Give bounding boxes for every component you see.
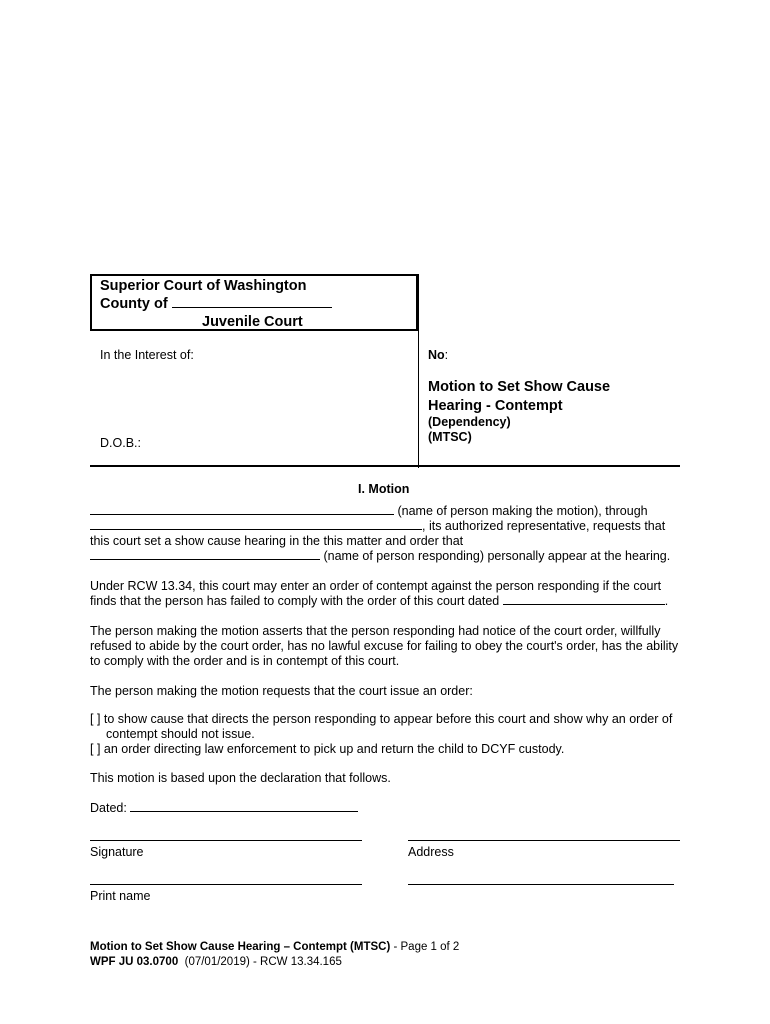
dated-label: Dated: [90,801,127,815]
p3-line1: The person making the motion asserts that the person responding had notice of the court order, willfully [90,624,661,638]
signature-line[interactable] [90,840,362,841]
doc-subtitle-mtsc: (MTSC) [428,430,472,444]
doc-title-line2: Hearing - Contempt [428,398,563,414]
p2-line2-text: finds that the person has failed to comply with the order of this court dated [90,594,500,608]
doc-subtitle-dependency: (Dependency) [428,415,511,429]
order-date-field[interactable] [503,604,665,605]
option-pickup[interactable]: [ ] an order directing law enforcement to pick up and return the child to DCYF custody. [90,742,565,756]
interest-label: In the Interest of: [100,348,194,362]
p1-line1-text: (name of person making the motion), through [397,504,648,518]
p1-line1 [90,504,690,519]
caption-bottom-rule [90,465,680,467]
footer-form-number: WPF JU 03.0700 [90,956,179,968]
option-show-cause[interactable]: [ ] to show cause that directs the person responding to appear before this court and show why an order of [90,712,673,726]
p3-line3: to comply with the order and is in contempt of this court. [90,654,400,668]
p1-line3: this court set a show cause hearing in the this matter and order that [90,534,464,548]
p4: The person making the motion requests that the court issue an order: [90,684,473,698]
footer-title-line [90,941,459,953]
county-label: County of [100,296,168,312]
juvenile-court: Juvenile Court [202,314,303,330]
section-heading: I. Motion [358,482,410,496]
address-line-2[interactable] [408,884,674,885]
caption-divider [418,274,419,468]
movant-name-field[interactable] [90,514,394,515]
case-number-colon: : [444,348,449,362]
representative-field[interactable] [90,529,422,530]
county-field[interactable] [172,307,332,308]
dated-line [90,801,690,816]
print-name-label: Print name [90,889,151,903]
case-number [428,348,448,362]
case-number-label: No [428,348,445,362]
dated-field[interactable] [130,811,358,812]
dob-label: D.O.B.: [100,436,141,450]
address-line[interactable] [408,840,680,841]
signature-label: Signature [90,845,144,859]
p1-line4 [90,549,690,564]
county-line [100,296,332,312]
respondent-name-field[interactable] [90,559,320,560]
option-show-cause-cont: contempt should not issue. [106,727,255,741]
p1-line2-text: , its authorized representative, requests that [422,519,666,533]
footer-form-date: (07/01/2019) - RCW 13.34.165 [178,956,342,968]
p2-line2 [90,594,690,609]
p1-line2 [90,519,690,534]
p5: This motion is based upon the declaration that follows. [90,771,391,785]
print-name-line[interactable] [90,884,362,885]
footer-form-line [90,956,342,968]
p2-line1: Under RCW 13.34, this court may enter an order of contempt against the person responding if the court [90,579,662,593]
address-label: Address [408,845,454,859]
p1-line4-text: (name of person responding) personally appear at the hearing. [323,549,671,563]
footer-page: - Page 1 of 2 [390,941,460,953]
p3-line2: refused to abide by the court order, has no lawful excuse for failing to obey the court's order, has the ability [90,639,679,653]
court-name: Superior Court of Washington [100,278,307,294]
p2-period: . [664,594,669,608]
footer-title: Motion to Set Show Cause Hearing – Contempt (MTSC) [90,941,391,953]
caption-box [90,274,418,331]
doc-title-line1: Motion to Set Show Cause [428,379,611,395]
